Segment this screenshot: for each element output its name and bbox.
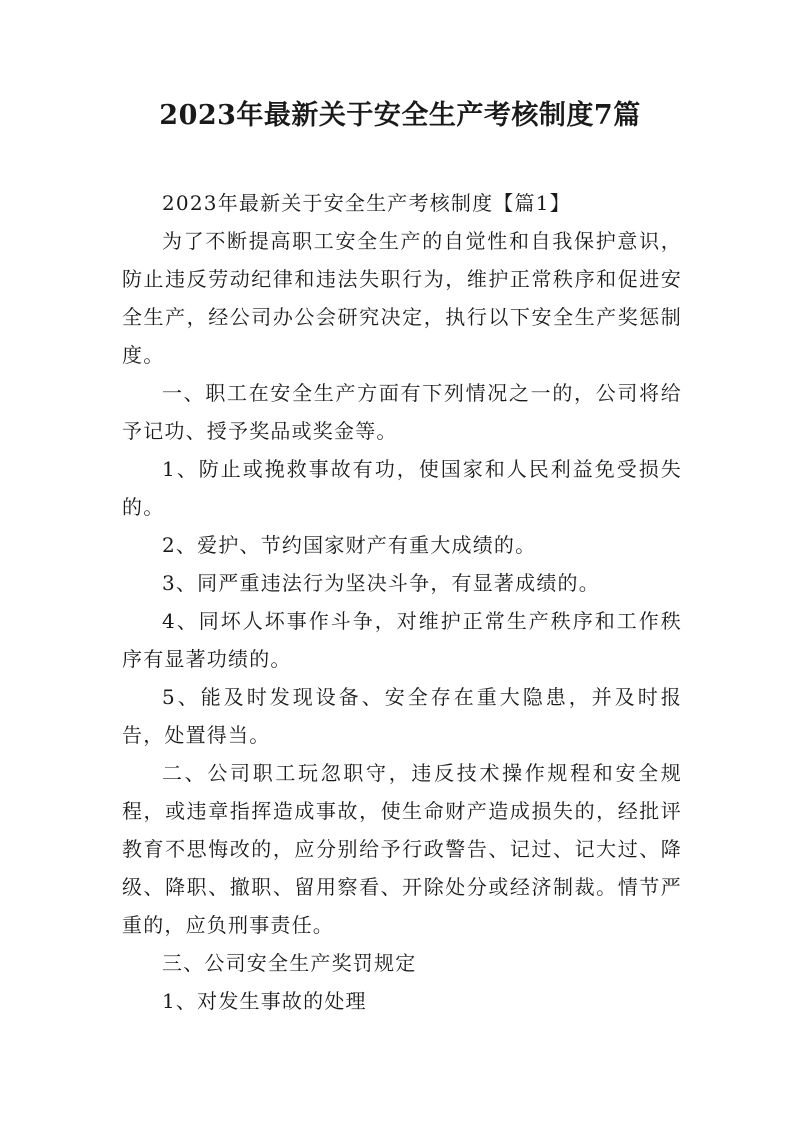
clause-heading-1: 一、职工在安全生产方面有下列情况之一的，公司将给予记功、授予奖品或奖金等。 — [122, 381, 682, 443]
document-body — [122, 184, 682, 1020]
intro-paragraph: 为了不断提高职工安全生产的自觉性和自我保护意识，防止违反劳动纪律和违法失职行为，维护正常秩序和促进安全生产，经公司办公会研究决定，执行以下安全生产奖惩制度。 — [122, 229, 682, 367]
section-heading: 2023年最新关于安全生产考核制度【篇1】 — [162, 191, 571, 215]
list-item: 5、能及时发现设备、安全存在重大隐患，并及时报告，处置得当。 — [122, 685, 682, 747]
document-title: 2023年最新关于安全生产考核制度7篇 — [159, 100, 641, 131]
list-item: 4、同坏人坏事作斗争，对维护正常生产秩序和工作秩序有显著功绩的。 — [122, 609, 682, 671]
list-item: 1、防止或挽救事故有功，使国家和人民利益免受损失的。 — [122, 457, 682, 519]
list-item: 3、同严重违法行为坚决斗争，有显著成绩的。 — [162, 571, 600, 595]
clause-paragraph-2: 二、公司职工玩忽职守，违反技术操作规程和安全规程，或违章指挥造成事故，使生命财产造成损失的，经批评教育不思悔改的，应分别给予行政警告、记过、记大过、降级、降职、撤职、留用察看、开除处分或经济制裁。情节严重的，应负刑事责任。 — [122, 761, 682, 937]
list-item: 2、爱护、节约国家财产有重大成绩的。 — [162, 533, 537, 557]
list-item: 1、对发生事故的处理 — [162, 989, 367, 1013]
clause-heading-3: 三、公司安全生产奖罚规定 — [162, 951, 417, 975]
